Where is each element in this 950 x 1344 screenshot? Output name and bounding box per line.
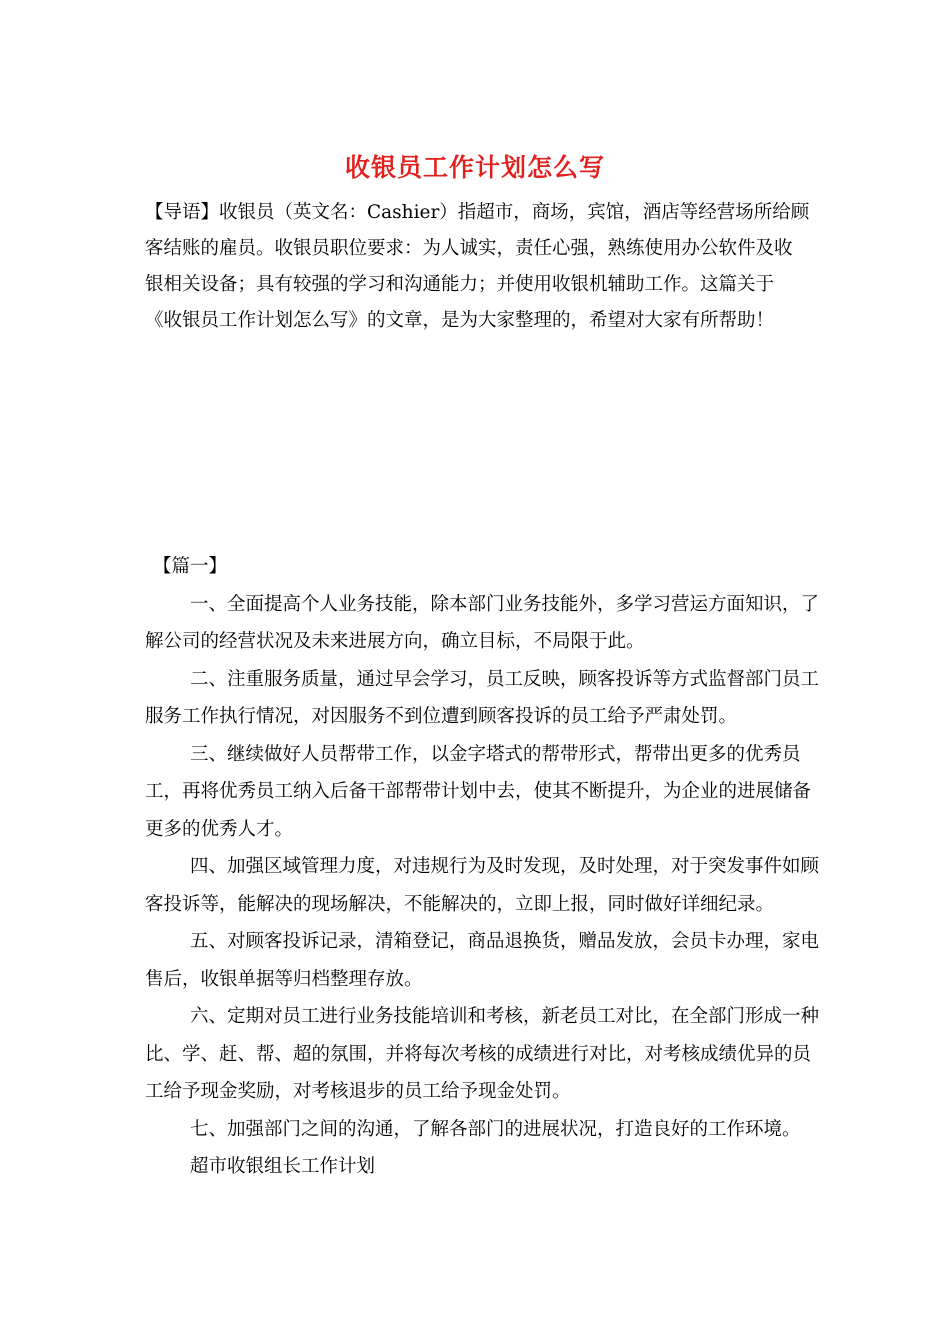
sub-heading-plan: 超市收银组长工作计划: [190, 1156, 376, 1177]
section-one: [145, 548, 820, 1186]
document-title: 收银员工作计划怎么写: [344, 153, 605, 182]
paragraph-4: 四、加强区域管理力度，对违规行为及时发现，及时处理，对于突发事件如顾客投诉等，能解决的现场解决，不能解决的，立即上报，同时做好详细纪录。: [145, 856, 820, 915]
paragraph-3: 三、继续做好人员帮带工作，以金字塔式的帮带形式，帮带出更多的优秀员工，再将优秀员工纳入后备干部帮带计划中去，使其不断提升，为企业的进展储备更多的优秀人才。: [145, 743, 812, 840]
paragraph-5: 五、对顾客投诉记录，清箱登记，商品退换货，赠品发放，会员卡办理，家电售后，收银单据等归档整理存放。: [145, 931, 820, 990]
paragraph-1: 一、全面提高个人业务技能，除本部门业务技能外，多学习营运方面知识，了解公司的经营状况及未来进展方向，确立目标，不局限于此。: [145, 593, 820, 652]
intro-block: [145, 195, 810, 339]
paragraph-6: 六、定期对员工进行业务技能培训和考核，新老员工对比，在全部门形成一种比、学、赶、帮、超的氛围，并将每次考核的成绩进行对比，对考核成绩优异的员工给予现金奖励，对考核退步的员工给予现金处罚。: [145, 1006, 820, 1102]
section-heading: 【篇一】: [153, 556, 228, 577]
paragraph-7: 七、加强部门之间的沟通，了解各部门的进展状况，打造良好的工作环境。: [190, 1118, 801, 1140]
paragraph-2: 二、注重服务质量，通过早会学习，员工反映，顾客投诉等方式监督部门员工服务工作执行情况，对因服务不到位遭到顾客投诉的员工给予严肃处罚。: [145, 668, 820, 727]
intro-paragraph: 【导语】收银员（英文名：Cashier）指超市，商场，宾馆，酒店等经营场所给顾客结账的雇员。收银员职位要求：为人诚实，责任心强，熟练使用办公软件及收银相关设备；具有较强的学习和沟通能力；并使用收银机辅助工作。这篇关于《收银员工作计划怎么写》的文章，是为大家整理的，希望对大家有所帮助！: [145, 202, 810, 331]
